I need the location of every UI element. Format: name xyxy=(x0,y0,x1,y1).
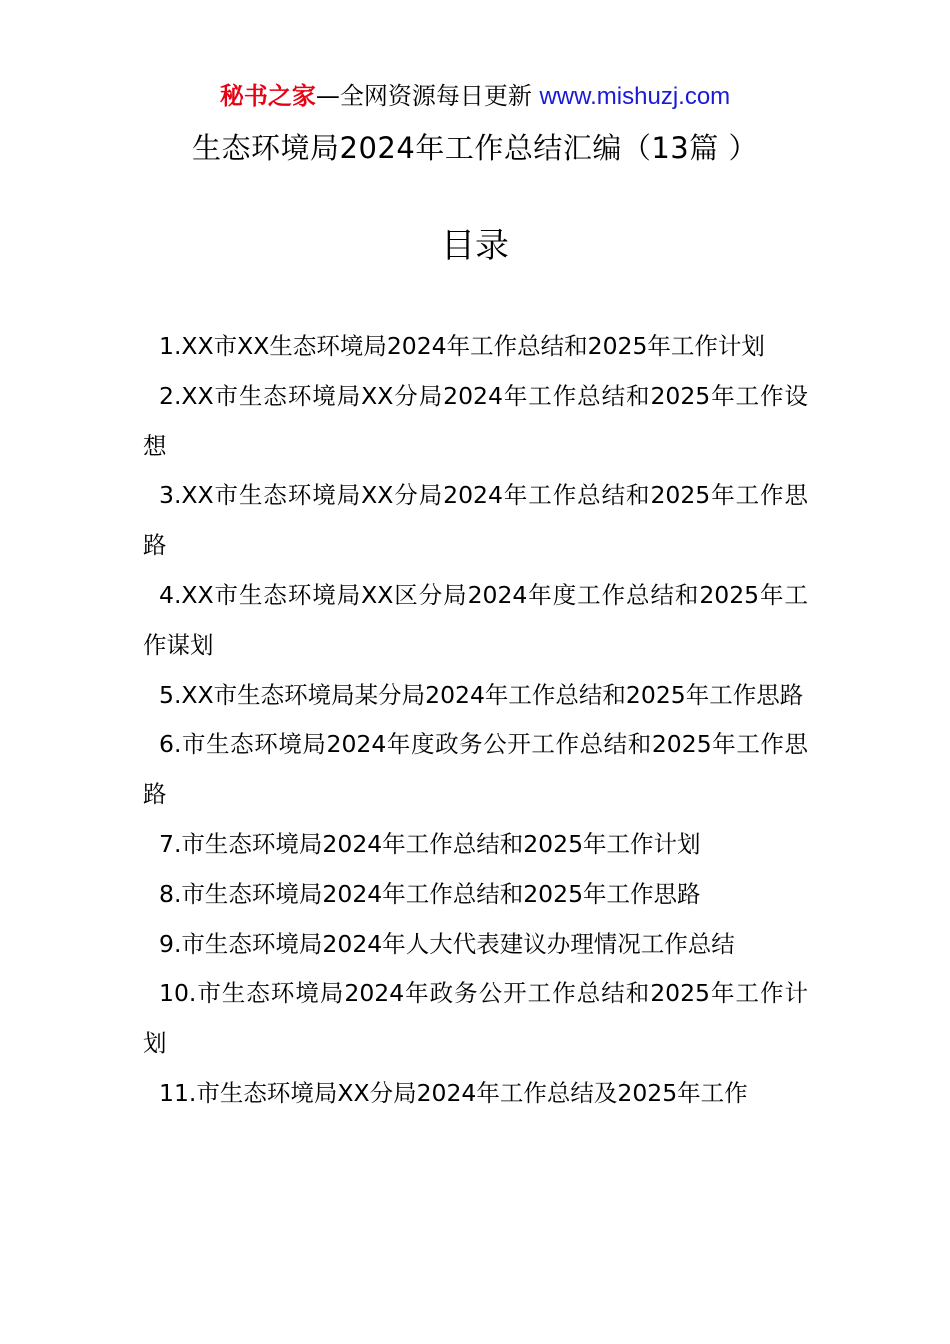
toc-item[interactable]: 4.XX市生态环境局XX区分局2024年度工作总结和2025年工作谋划 xyxy=(143,580,808,659)
toc-item[interactable]: 7.市生态环境局2024年工作总结和2025年工作计划 xyxy=(159,829,701,858)
brand-name: 秘书之家 xyxy=(219,82,316,110)
toc-item[interactable]: 10.市生态环境局2024年政务公开工作总结和2025年工作计划 xyxy=(143,979,808,1058)
toc-item[interactable]: 11.市生态环境局XX分局2024年工作总结及2025年工作 xyxy=(159,1078,748,1107)
toc-item[interactable]: 2.XX市生态环境局XX分局2024年工作总结和2025年工作设想 xyxy=(143,381,808,460)
toc-item[interactable]: 3.XX市生态环境局XX分局2024年工作总结和2025年工作思路 xyxy=(143,481,808,560)
toc-item[interactable]: 9.市生态环境局2024年人大代表建议办理情况工作总结 xyxy=(159,929,735,958)
toc-item[interactable]: 6.市生态环境局2024年度政务公开工作总结和2025年工作思路 xyxy=(143,730,808,809)
site-header xyxy=(0,80,950,113)
toc-item[interactable]: 8.市生态环境局2024年工作总结和2025年工作思路 xyxy=(159,879,701,908)
toc-item[interactable]: 1.XX市XX生态环境局2024年工作总结和2025年工作计划 xyxy=(159,332,765,360)
site-url-link[interactable]: www.mishuzj.com xyxy=(539,83,731,110)
document-title: 生态环境局2024年工作总结汇编（13篇 ） xyxy=(192,131,758,165)
site-tagline: —全网资源每日更新 xyxy=(315,82,532,110)
table-of-contents xyxy=(143,322,808,1119)
toc-item[interactable]: 5.XX市生态环境局某分局2024年工作总结和2025年工作思路 xyxy=(159,680,804,709)
toc-heading: 目录 xyxy=(441,226,509,266)
